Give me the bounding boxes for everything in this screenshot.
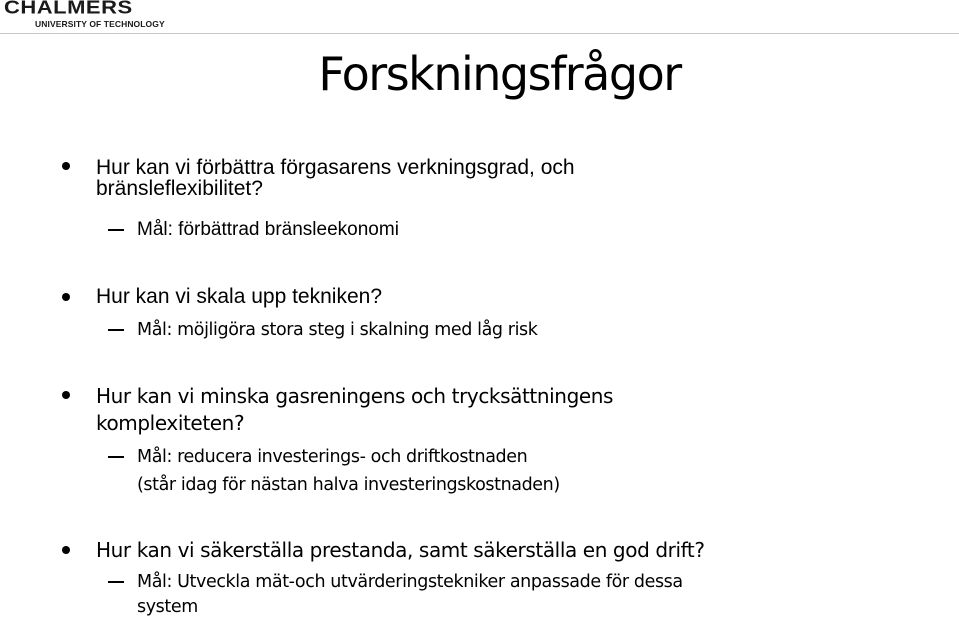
goal-1-line-1: Mål: förbättrad bränsleekonomi xyxy=(137,219,399,240)
goal-2-line-1: Mål: möjligöra stora steg i skalning med låg risk xyxy=(137,320,538,340)
logo-subtitle: UNIVERSITY OF TECHNOLOGY xyxy=(35,19,165,29)
goal-4-line-1: Mål: Utveckla mät-och utvärderingstekniker anpassade för dessa xyxy=(137,572,683,592)
dash-icon xyxy=(108,456,124,458)
bullet-icon xyxy=(62,293,70,301)
dash-icon xyxy=(108,229,124,231)
bullet-icon xyxy=(62,162,70,170)
bullet-icon xyxy=(62,546,70,554)
header-divider xyxy=(0,33,959,34)
goal-3-line-1: Mål: reducera investerings- och driftkostnaden xyxy=(137,447,528,467)
goal-3-line-2: (står idag för nästan halva investeringskostnaden) xyxy=(137,475,560,495)
question-1-line-2: bränsleflexibilitet? xyxy=(96,177,263,200)
chalmers-logo xyxy=(4,0,165,29)
question-2-line-1: Hur kan vi skala upp tekniken? xyxy=(96,285,382,308)
bullet-icon xyxy=(62,391,70,399)
dash-icon xyxy=(108,581,124,583)
slide-title: Forskningsfrågor xyxy=(318,47,681,101)
question-1-line-1: Hur kan vi förbättra förgasarens verkningsgrad, och xyxy=(96,156,575,179)
dash-icon xyxy=(108,329,124,331)
question-3-line-2: komplexiteten? xyxy=(96,411,245,435)
question-3-line-1: Hur kan vi minska gasreningens och trycksättningens xyxy=(96,384,614,408)
goal-4-line-2: system xyxy=(137,597,198,617)
question-4-line-1: Hur kan vi säkerställa prestanda, samt säkerställa en god drift? xyxy=(96,538,705,562)
logo-name: CHALMERS xyxy=(4,0,133,18)
